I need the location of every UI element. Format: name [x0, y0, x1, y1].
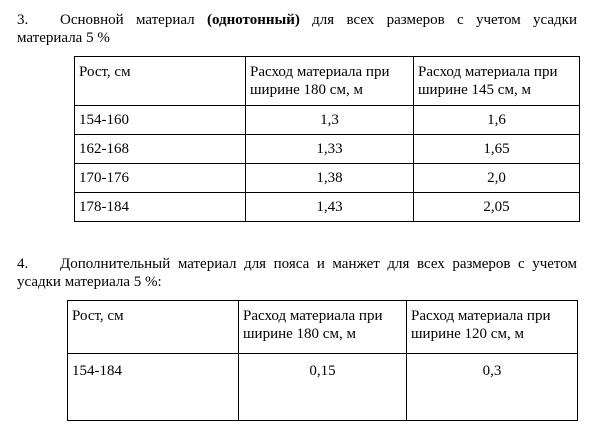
- table-cell: 170-176: [75, 164, 246, 193]
- table-row: [75, 164, 580, 193]
- section-3-text-after: для всех размеров с учетом усадки материала 5 %: [17, 12, 577, 46]
- table-cell: 1,43: [246, 193, 414, 222]
- table-header-cell: Расход материала при ширине 180 см, м: [246, 57, 414, 106]
- section-4-number: 4.: [17, 256, 29, 272]
- table-cell: 2,0: [414, 164, 580, 193]
- table-cell: 0,15: [239, 354, 407, 421]
- table-cell: 2,05: [414, 193, 580, 222]
- table-row: [75, 135, 580, 164]
- table-row: [75, 106, 580, 135]
- table-cell: 1,6: [414, 106, 580, 135]
- table-cell: 154-160: [75, 106, 246, 135]
- section-3-text-bold: (однотонный): [206, 12, 300, 28]
- table-header-cell: Расход материала при ширине 180 см, м: [239, 301, 407, 354]
- table-header-row: [68, 301, 578, 354]
- table-cell: 1,33: [246, 135, 414, 164]
- table-main-material: [74, 56, 580, 222]
- section-4-text: Дополнительный материал для пояса и манжет для всех размеров с учетом усадки материала 5 %:: [17, 256, 577, 290]
- table-row: [75, 193, 580, 222]
- table-header-cell: Рост, см: [75, 57, 246, 106]
- table-row: [68, 354, 578, 421]
- table-cell: 154-184: [68, 354, 239, 421]
- table-cell: 1,65: [414, 135, 580, 164]
- section-3-heading: [17, 11, 577, 47]
- table-header-cell: Расход материала при ширине 145 см, м: [414, 57, 580, 106]
- table-additional-material: [67, 300, 578, 421]
- table-cell: 0,3: [407, 354, 578, 421]
- section-3-text-before: Основной материал: [60, 12, 207, 28]
- section-4-heading: [17, 255, 577, 291]
- table-cell: 1,38: [246, 164, 414, 193]
- section-3-number: 3.: [17, 12, 29, 28]
- table-header-row: [75, 57, 580, 106]
- table-cell: 1,3: [246, 106, 414, 135]
- table-cell: 178-184: [75, 193, 246, 222]
- table-cell: 162-168: [75, 135, 246, 164]
- table-header-cell: Расход материала при ширине 120 см, м: [407, 301, 578, 354]
- table-header-cell: Рост, см: [68, 301, 239, 354]
